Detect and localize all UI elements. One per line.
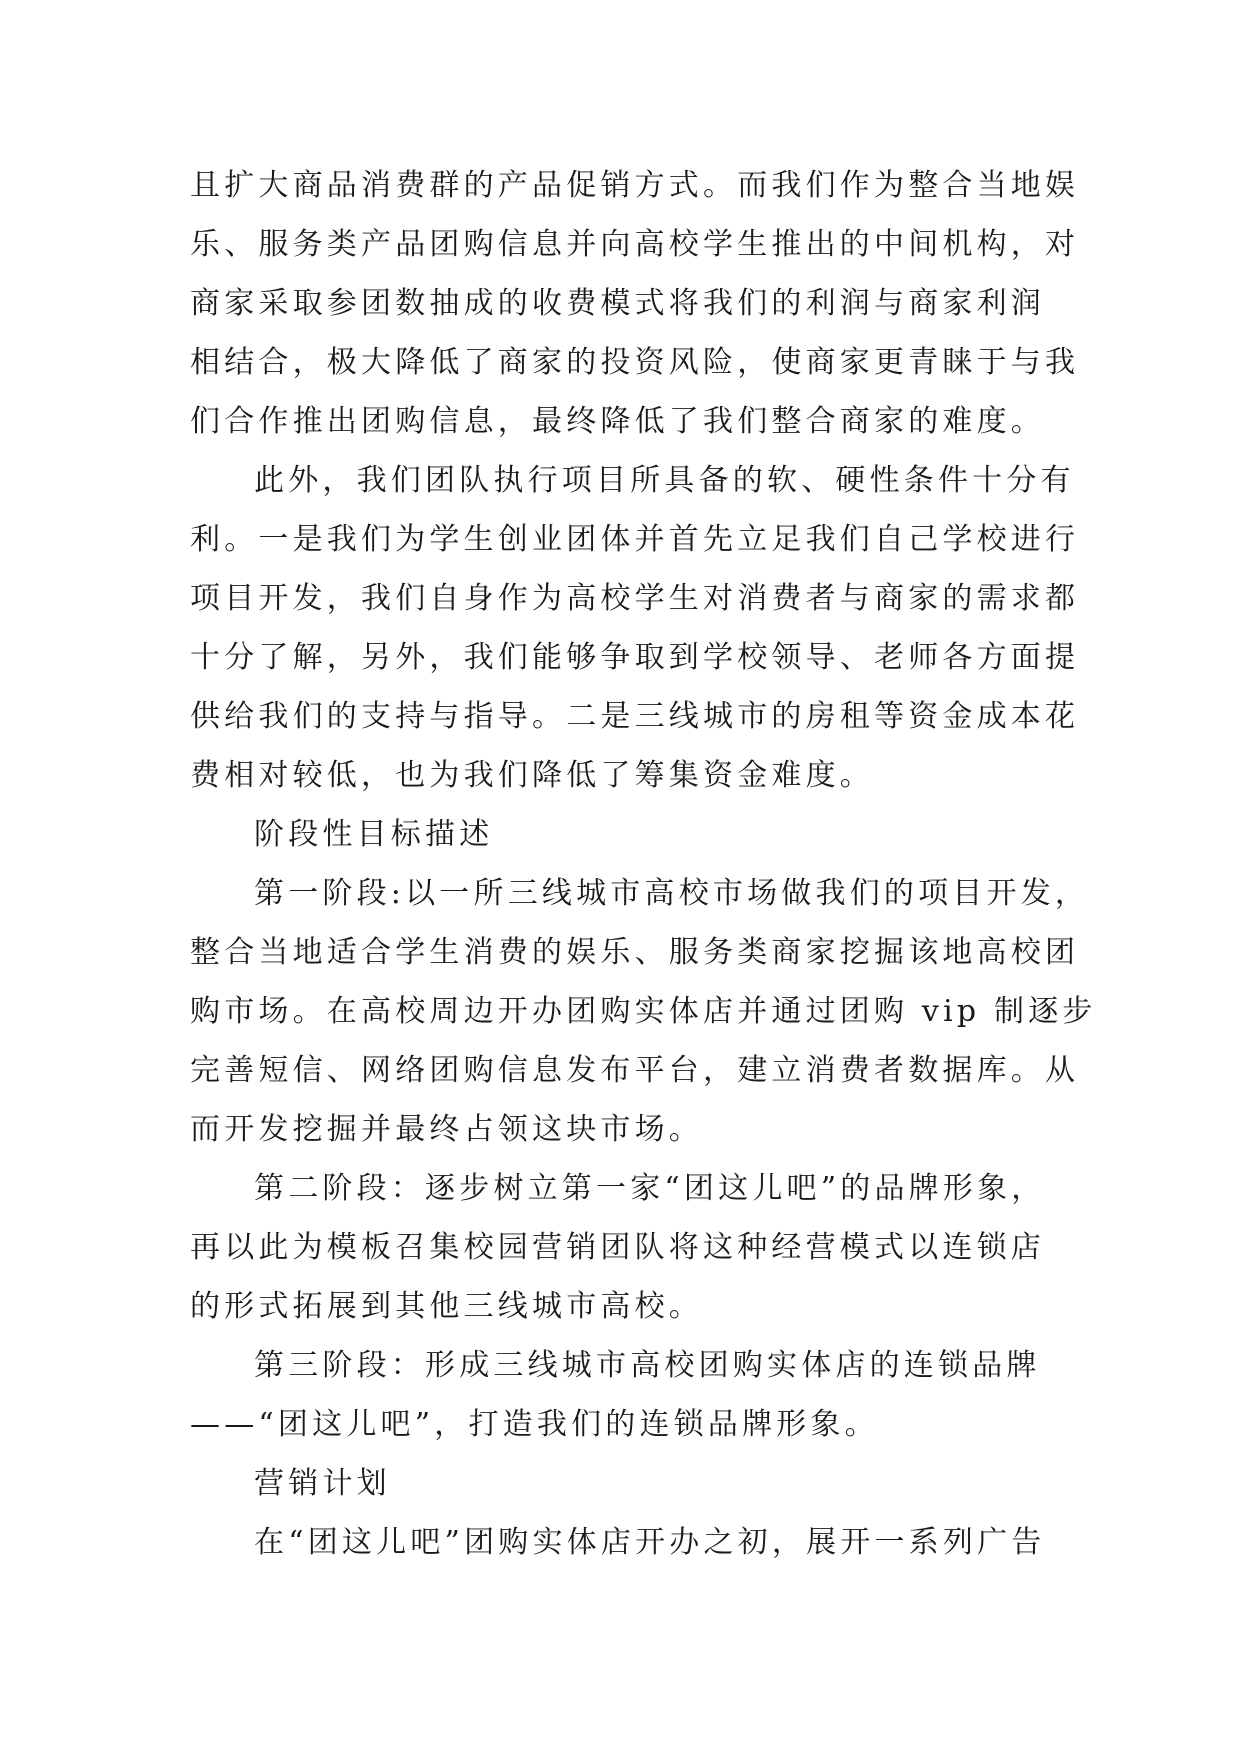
text-line: 相结合，极大降低了商家的投资风险，使商家更青睐于与我 bbox=[190, 345, 1080, 380]
text-line: 营销计划 bbox=[254, 1466, 391, 1501]
text-line: 再以此为模板召集校园营销团队将这种经营模式以连锁店 bbox=[190, 1230, 1045, 1265]
text-line: 乐、服务类产品团购信息并向高校学生推出的中间机构，对 bbox=[190, 227, 1080, 262]
text-line: 供给我们的支持与指导。二是三线城市的房租等资金成本花 bbox=[190, 699, 1080, 734]
text-line: 利。一是我们为学生创业团体并首先立足我们自己学校进行 bbox=[190, 522, 1080, 557]
document-body bbox=[190, 156, 1097, 1572]
text-line: 十分了解，另外，我们能够争取到学校领导、老师各方面提 bbox=[190, 640, 1080, 675]
text-line: 在“团这儿吧”团购实体店开办之初，展开一系列广告 bbox=[254, 1525, 1046, 1560]
text-line: ——“团这儿吧”，打造我们的连锁品牌形象。 bbox=[190, 1407, 879, 1442]
text-line: 项目开发，我们自身作为高校学生对消费者与商家的需求都 bbox=[190, 581, 1080, 616]
text-line: 第二阶段：逐步树立第一家“团这儿吧”的品牌形象， bbox=[254, 1171, 1046, 1206]
text-line: 第三阶段：形成三线城市高校团购实体店的连锁品牌 bbox=[254, 1348, 1041, 1383]
text-line: 费相对较低，也为我们降低了筹集资金难度。 bbox=[190, 758, 874, 793]
text-line: 而开发挖掘并最终占领这块市场。 bbox=[190, 1112, 703, 1147]
text-line: 商家采取参团数抽成的收费模式将我们的利润与商家利润 bbox=[190, 286, 1045, 321]
text-line: 且扩大商品消费群的产品促销方式。而我们作为整合当地娱 bbox=[190, 168, 1080, 203]
text-line: 们合作推出团购信息，最终降低了我们整合商家的难度。 bbox=[190, 404, 1045, 439]
text-line: 第一阶段:以一所三线城市高校市场做我们的项目开发， bbox=[254, 876, 1090, 911]
text-line: 此外，我们团队执行项目所具备的软、硬性条件十分有 bbox=[254, 463, 1075, 498]
text-line: 的形式拓展到其他三线城市高校。 bbox=[190, 1289, 703, 1324]
text-line: 购市场。在高校周边开办团购实体店并通过团购 vip 制逐步 bbox=[190, 994, 1097, 1029]
text-line: 阶段性目标描述 bbox=[254, 817, 494, 852]
text-line: 完善短信、网络团购信息发布平台，建立消费者数据库。从 bbox=[190, 1053, 1080, 1088]
text-line: 整合当地适合学生消费的娱乐、服务类商家挖掘该地高校团 bbox=[190, 935, 1080, 970]
